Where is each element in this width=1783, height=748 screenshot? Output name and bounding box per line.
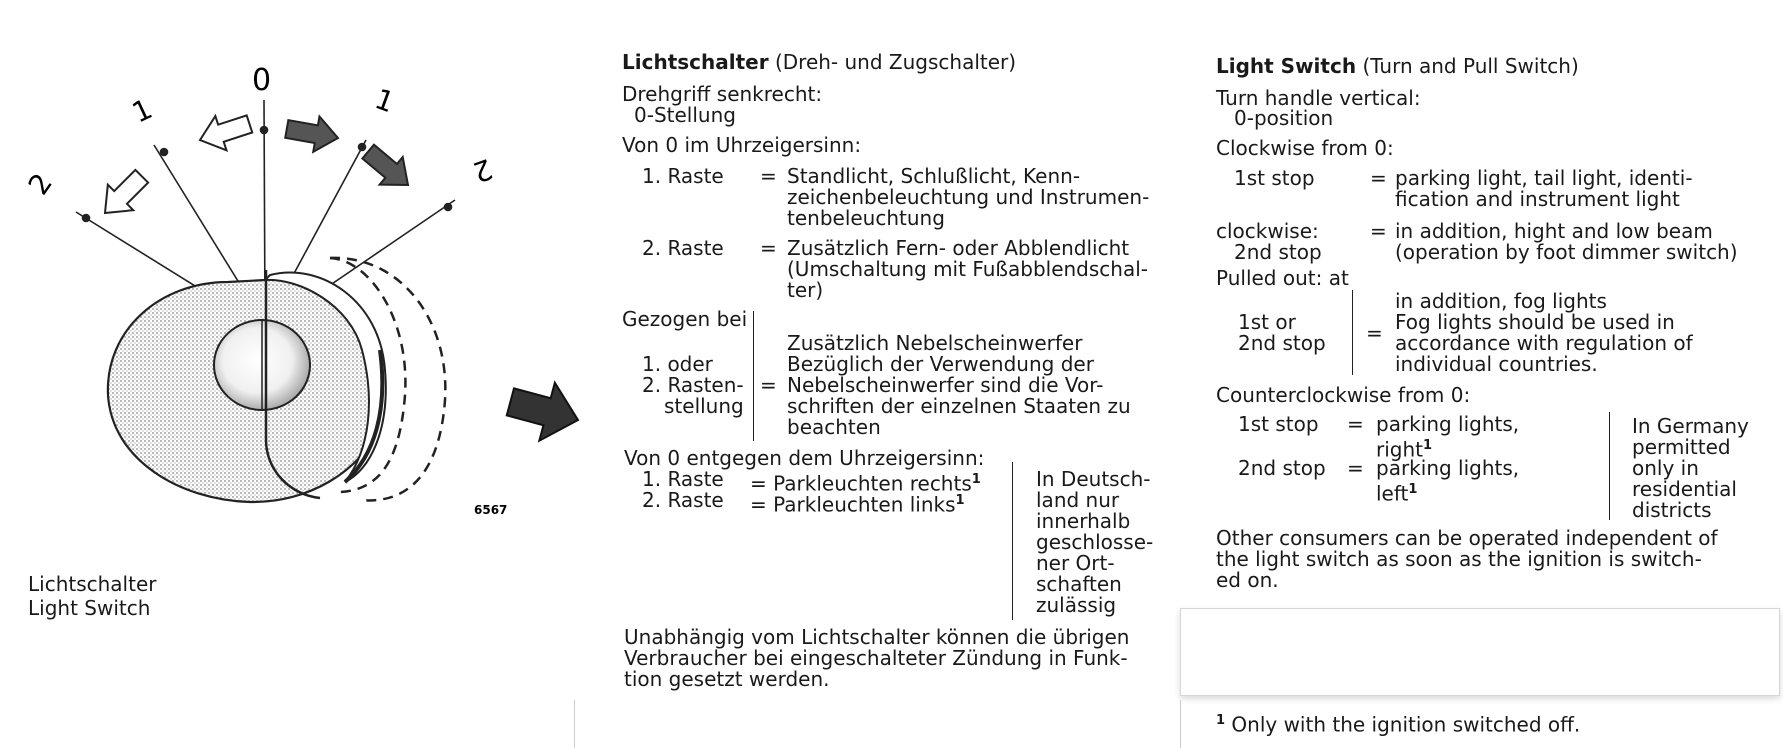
en-footnote-row — [1216, 710, 1580, 736]
light-switch-diagram — [0, 0, 580, 560]
pull-arrow — [503, 373, 580, 449]
en-closing-3: ed on. — [1216, 568, 1279, 592]
en-ccw2-line-1: parking lights, — [1376, 456, 1520, 480]
de-cw2-label: 2. Raste — [642, 236, 724, 260]
en-title-row — [1216, 56, 1579, 77]
de-clockwise-heading: Von 0 im Uhrzeigersinn: — [622, 133, 862, 157]
caption-en: Light Switch — [28, 596, 151, 620]
en-ccw2-label: 2nd stop — [1238, 456, 1326, 480]
en-cw1-line-2: fication and instrument light — [1395, 187, 1680, 211]
en-ccw1-eq: = — [1347, 412, 1364, 436]
de-pulled-right-4: schriften der einzelnen Staaten zu — [787, 394, 1131, 418]
de-pulled-left-3: stellung — [664, 394, 744, 418]
de-title: Lichtschalter — [622, 50, 769, 74]
en-vertical-label: Turn handle vertical: — [1216, 86, 1421, 110]
de-pulled-heading: Gezogen bei — [622, 307, 748, 331]
en-ccw-note-3: only in — [1632, 456, 1699, 480]
switch-body — [108, 270, 386, 502]
en-closing-1: Other consumers can be operated independent of — [1216, 526, 1718, 550]
de-ccw1-label: 1. Raste — [642, 467, 724, 491]
en-cw2-line-1: in addition, hight and low beam — [1395, 219, 1713, 243]
en-pulled-eq: = — [1366, 321, 1383, 345]
de-pulled-eq: = — [760, 373, 777, 397]
de-ccw-note-5: ner Ort- — [1036, 551, 1115, 575]
en-pulled-right-3: accordance with regulation of — [1395, 331, 1693, 355]
en-cw1-eq: = — [1370, 166, 1387, 190]
de-pulled-bar — [753, 311, 754, 441]
en-ccw1-line-1: parking lights, — [1376, 412, 1520, 436]
de-closing-3: tion gesetzt werden. — [624, 667, 830, 691]
label-position-0: 0 — [252, 63, 272, 98]
en-pulled-left-2: 2nd stop — [1238, 331, 1326, 355]
de-ccw1-value: = Parkleuchten rechts — [750, 471, 972, 496]
en-ccw-note-2: permitted — [1632, 435, 1731, 459]
en-pulled-bar — [1352, 290, 1353, 375]
de-ccw-note-6: schaften — [1036, 572, 1122, 596]
label-position-right-2: 2 — [468, 151, 497, 190]
en-pulled-right-2: Fog lights should be used in — [1395, 310, 1675, 334]
de-ccw2-value: = Parkleuchten links — [750, 492, 956, 517]
page-edge-left — [574, 700, 575, 748]
de-ccw2-footnote-mark: 1 — [955, 493, 965, 508]
en-footnote-mark: 1 — [1216, 713, 1226, 728]
en-ccw-note-1: In Germany — [1632, 414, 1749, 438]
en-cw2-eq: = — [1370, 219, 1387, 243]
de-cw1-eq: = — [760, 164, 777, 188]
en-pulled-right-1: in addition, fog lights — [1395, 289, 1607, 313]
de-pulled-left-1: 1. oder — [642, 352, 713, 376]
en-ccw1-label: 1st stop — [1238, 412, 1319, 436]
en-ccw1-line-2: right — [1376, 437, 1423, 462]
de-ccw2-value-row — [750, 490, 965, 516]
de-closing-2: Verbraucher bei eingeschalteter Zündung in Funk- — [624, 646, 1128, 670]
label-position-right-1: 1 — [370, 82, 399, 120]
en-pulled-left-1: 1st or — [1238, 310, 1296, 334]
de-ccw-note-4: geschlosse- — [1036, 530, 1154, 554]
de-cw2-line-3: ter) — [787, 278, 824, 302]
de-cw1-line-3: tenbeleuchtung — [787, 206, 945, 230]
en-closing-2: the light switch as soon as the ignition is switch- — [1216, 547, 1702, 571]
en-ccw2-line-2: left — [1376, 481, 1409, 506]
en-ccw2-footnote-mark: 1 — [1408, 482, 1418, 497]
de-ccw-note-1: In Deutsch- — [1036, 467, 1151, 491]
de-ccw-note-3: innerhalb — [1036, 509, 1131, 533]
de-ccw-note-2: land nur — [1036, 488, 1120, 512]
de-cw1-line-2: zeichenbeleuchtung und Instrumen- — [787, 185, 1150, 209]
de-title-row — [622, 52, 1016, 73]
en-ccw-heading: Counterclockwise from 0: — [1216, 383, 1471, 407]
label-position-left-2: 2 — [21, 167, 59, 201]
en-ccw-note-5: districts — [1632, 498, 1712, 522]
en-title-suffix: (Turn and Pull Switch) — [1362, 54, 1579, 78]
en-cw1-line-1: parking light, tail light, identi- — [1395, 166, 1693, 190]
de-cw2-eq: = — [760, 236, 777, 260]
figure-number: 6567 — [474, 503, 508, 517]
de-pulled-left-2: 2. Rasten- — [642, 373, 744, 397]
de-closing-1: Unabhängig vom Lichtschalter können die übrigen — [624, 625, 1130, 649]
de-pulled-right-3: Nebelscheinwerfer sind die Vor- — [787, 373, 1104, 397]
de-ccw2-label: 2. Raste — [642, 488, 724, 512]
en-ccw2-line-2-row — [1376, 479, 1417, 505]
en-cw2-line-2: (operation by foot dimmer switch) — [1395, 240, 1738, 264]
en-clockwise-heading: Clockwise from 0: — [1216, 136, 1394, 160]
en-title: Light Switch — [1216, 54, 1357, 78]
de-vertical-value: 0-Stellung — [634, 103, 736, 127]
cw-arrow-filled-1 — [284, 111, 341, 155]
de-cw1-label: 1. Raste — [642, 164, 724, 188]
page-edge-right — [1180, 700, 1181, 748]
en-cw1-label: 1st stop — [1234, 166, 1315, 190]
de-cw1-line-1: Standlicht, Schlußlicht, Kenn- — [787, 164, 1081, 188]
de-ccw-note-bar — [1012, 462, 1013, 620]
en-ccw-note-4: residential — [1632, 477, 1737, 501]
en-footnote-text: Only with the ignition switched off. — [1231, 712, 1581, 737]
ccw-arrow-outline-2 — [92, 164, 154, 226]
de-ccw1-footnote-mark: 1 — [971, 472, 981, 487]
de-pulled-right-5: beachten — [787, 415, 881, 439]
en-ccw-note-bar — [1609, 412, 1610, 520]
de-cw2-line-2: (Umschaltung mit Fußabblendschal- — [787, 257, 1148, 281]
en-ccw1-footnote-mark: 1 — [1423, 438, 1433, 453]
label-position-left-1: 1 — [127, 92, 158, 130]
en-pulled-right-4: individual countries. — [1395, 352, 1598, 376]
page-edge-box — [1180, 608, 1780, 696]
de-pulled-right-2: Bezüglich der Verwendung der — [787, 352, 1094, 376]
de-vertical-label: Drehgriff senkrecht: — [622, 82, 823, 106]
en-ccw2-eq: = — [1347, 456, 1364, 480]
de-ccw-heading: Von 0 entgegen dem Uhrzeigersinn: — [624, 446, 985, 470]
de-pulled-right-1: Zusätzlich Nebelscheinwerfer — [787, 331, 1083, 355]
en-cw2-label-a: clockwise: — [1216, 219, 1319, 243]
de-ccw-note-7: zulässig — [1036, 593, 1117, 617]
en-vertical-value: 0-position — [1234, 106, 1334, 130]
de-title-suffix: (Dreh- und Zugschalter) — [774, 50, 1017, 74]
de-cw2-line-1: Zusätzlich Fern- oder Abblendlicht — [787, 236, 1130, 260]
en-cw2-label-b: 2nd stop — [1234, 240, 1322, 264]
en-pulled-heading: Pulled out: at — [1216, 266, 1349, 290]
caption-de: Lichtschalter — [28, 572, 157, 596]
ccw-arrow-outline-1 — [194, 107, 255, 157]
